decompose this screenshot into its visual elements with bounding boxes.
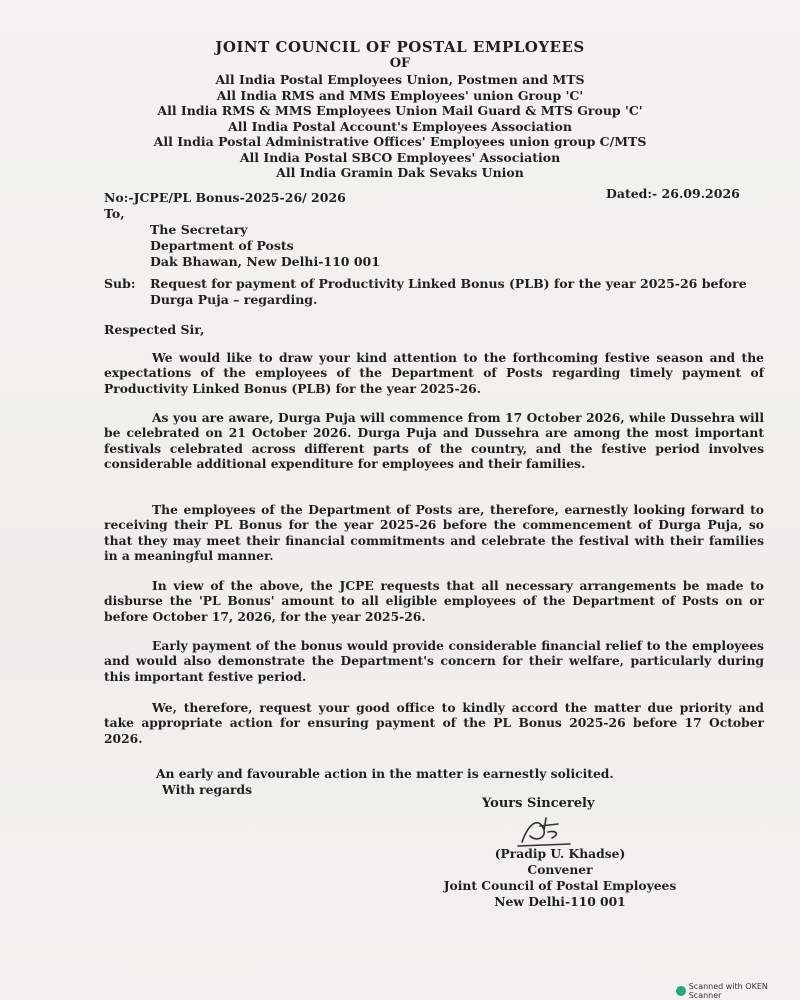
- reference-number: No:-JCPE/PL Bonus-2025-26/ 2026: [104, 190, 346, 205]
- addressee: [150, 222, 380, 270]
- scanner-text: Scanned with OKEN Scanner: [688, 982, 768, 1000]
- union-name: All India Postal Employees Union, Postmen and MTS: [215, 72, 585, 87]
- addressee-line: Department of Posts: [150, 238, 294, 253]
- body-paragraph: Early payment of the bonus would provide considerable financial relief to the employees and would also demonstrate the Department's concern for their welfare, particularly during this important festive period.: [104, 638, 764, 684]
- signatory-name: (Pradip U. Khadse): [494, 846, 626, 861]
- subject-label: Sub:: [104, 276, 136, 291]
- union-name: All India Postal Account's Employees Association: [228, 118, 572, 134]
- body-paragraph: We, therefore, request your good office to kindly accord the matter due priority and take appropriate action for ensuring payment of the PL Bonus 2025-26 before 17 October 2026.: [104, 700, 764, 746]
- union-name: All India Postal Administrative Offices' Employees union group C/MTS: [153, 134, 647, 149]
- signatory-place: New Delhi-110 001: [494, 894, 626, 909]
- addressee-line: The Secretary: [150, 222, 248, 237]
- letterhead: [60, 38, 740, 181]
- union-name: All India RMS & MMS Employees Union Mail Guard & MTS Group 'C': [157, 103, 643, 118]
- subject: [104, 276, 764, 307]
- union-name: All India RMS and MMS Employees' union Group 'C': [216, 87, 584, 103]
- body-paragraph: In view of the above, the JCPE requests that all necessary arrangements be made to disburse the 'PL Bonus' amount to all eligible employees of the Department of Posts on or before October 17, 2026, for the year 2025-26.: [104, 578, 764, 624]
- body-paragraph: The employees of the Department of Posts are, therefore, earnestly looking forward to receiving their PL Bonus for the year 2025-26 before the commencement of Durga Puja, so that they may meet their financial commitments and celebrate the festival with their families in a meaningful manner.: [104, 502, 764, 564]
- subject-text: Request for payment of Productivity Linked Bonus (PLB) for the year 2025-26 before Durga Puja – regarding.: [150, 276, 747, 307]
- closing-line: An early and favourable action in the matter is earnestly solicited.: [156, 766, 614, 781]
- letterhead-of: OF: [389, 56, 411, 71]
- union-name: All India Gramin Dak Sevaks Union: [276, 165, 524, 180]
- letter-date: Dated:- 26.09.2026: [606, 186, 740, 201]
- yours-sincerely: Yours Sincerely: [482, 796, 595, 811]
- scanner-logo-icon: [676, 986, 686, 996]
- to-label: To,: [104, 206, 125, 221]
- regards-line: With regards: [162, 782, 253, 797]
- signatory: [420, 846, 700, 910]
- body-paragraph: As you are aware, Durga Puja will commence from 17 October 2026, while Dussehra will be celebrated on 21 October 2026. Durga Puja and Dussehra are among the most important festivals celebrated across different parts of the country, and the festive period involves considerable additional expenditure for employees and their families.: [104, 410, 764, 472]
- scanner-watermark: [676, 982, 800, 1000]
- addressee-line: Dak Bhawan, New Delhi-110 001: [150, 254, 380, 269]
- letterhead-title: JOINT COUNCIL OF POSTAL EMPLOYEES: [215, 38, 585, 56]
- body-paragraph: We would like to draw your kind attention to the forthcoming festive season and the expectations of the employees of the Department of Posts regarding timely payment of Productivity Linked Bonus (PLB) for the year 2025-26.: [104, 350, 764, 396]
- signatory-designation: Convener: [527, 862, 593, 877]
- signatory-org: Joint Council of Postal Employees: [443, 878, 677, 893]
- union-name: All India Postal SBCO Employees' Association: [239, 149, 561, 165]
- salutation: Respected Sir,: [104, 322, 205, 337]
